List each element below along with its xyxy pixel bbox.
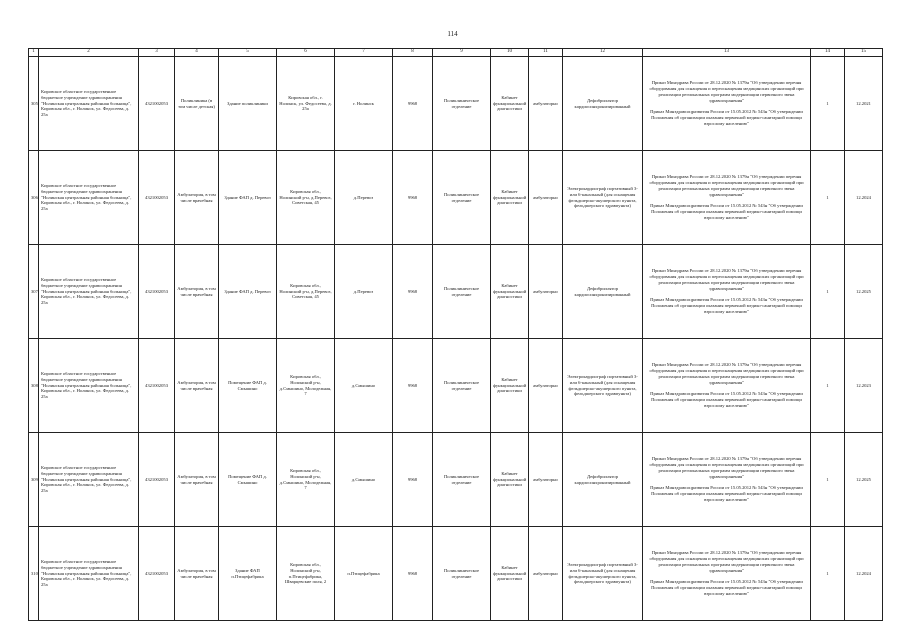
department-cell: Поликлиническое отделение [433, 433, 491, 527]
order-543n-text: Приказ Минздравсоцразвития России от 15.05.2012 № 543н "Об утверждении Положения об организации оказания первичной медико-санитарной помощи взрослому населению" [650, 391, 803, 408]
column-number: 9 [433, 49, 491, 57]
quantity-cell: 1 [811, 527, 845, 621]
department-cell: Поликлиническое отделение [433, 151, 491, 245]
order-543n-text: Приказ Минздравсоцразвития России от 15.05.2012 № 543н "Об утверждении Положения об организации оказания первичной медико-санитарной помощи взрослому населению" [650, 579, 803, 596]
column-number: 10 [491, 49, 529, 57]
column-number: 5 [219, 49, 277, 57]
quantity-cell: 1 [811, 339, 845, 433]
department-cell: Поликлиническое отделение [433, 339, 491, 433]
inn-cell: 4321002053 [139, 339, 175, 433]
date-cell: 12.2025 [845, 433, 883, 527]
date-cell: 12.2021 [845, 57, 883, 151]
building-cell: Здание поликлиники [219, 57, 277, 151]
date-cell: 12.2024 [845, 527, 883, 621]
order-1379n-text: Приказ Минздрава России от 28.12.2020 № 1379н "Об утверждении перечня оборудования для оснащения и переоснащения медицинских организаций при реализации региональных программ модернизации первичного звена здравоохранения" [649, 80, 804, 103]
locality-cell: д.Перевоз [335, 245, 393, 339]
order-cell [643, 433, 811, 527]
quantity-cell: 1 [811, 433, 845, 527]
code-cell: 9968 [393, 527, 433, 621]
order-cell [643, 527, 811, 621]
column-number: 7 [335, 49, 393, 57]
organization-cell: Кировское областное государственное бюджетное учреждение здравоохранения "Нолинская центральная районная больница", Кировская обл., г. Нолинск, ул. Федосеева, д. 25а [39, 433, 139, 527]
equipment-cell: Дефибриллятор кардиосинхронизированный [563, 245, 643, 339]
address-cell: Кировская обл., г. Нолинск, ул. Федосеева, д. 25а [277, 57, 335, 151]
cabinet-cell: Кабинет функциональной диагностики [491, 339, 529, 433]
order-1379n-text: Приказ Минздрава России от 28.12.2020 № 1379н "Об утверждении перечня оборудования для оснащения и переоснащения медицинских организаций при реализации региональных программ модернизации первичного звена здравоохранения" [649, 550, 804, 573]
inn-cell: 4321002053 [139, 245, 175, 339]
cabinet-cell: Кабинет функциональной диагностики [491, 245, 529, 339]
column-number: 2 [39, 49, 139, 57]
row-number: 308 [29, 339, 39, 433]
date-cell: 12.2023 [845, 339, 883, 433]
quantity-cell: 1 [811, 57, 845, 151]
department-cell: Поликлиническое отделение [433, 245, 491, 339]
cabinet-cell: Кабинет функциональной диагностики [491, 57, 529, 151]
subdivision-cell: Амбулатория, в том числе врачебная [175, 245, 219, 339]
locality-cell: п.Птицефабрика [335, 527, 393, 621]
order-cell [643, 57, 811, 151]
date-cell: 12.2025 [845, 245, 883, 339]
cabinet-cell: Кабинет функциональной диагностики [491, 527, 529, 621]
organization-cell: Кировское областное государственное бюджетное учреждение здравоохранения "Нолинская центральная районная больница", Кировская обл., г. Нолинск, ул. Федосеева, д. 25а [39, 339, 139, 433]
cabinet-cell: Кабинет функциональной диагностики [491, 433, 529, 527]
row-number: 309 [29, 433, 39, 527]
order-1379n-text: Приказ Минздрава России от 28.12.2020 № 1379н "Об утверждении перечня оборудования для оснащения и переоснащения медицинских организаций при реализации региональных программ модернизации первичного звена здравоохранения" [649, 174, 804, 197]
conditions-cell: амбулаторно [529, 57, 563, 151]
code-cell: 9968 [393, 339, 433, 433]
order-543n-text: Приказ Минздравсоцразвития России от 15.05.2012 № 543н "Об утверждении Положения об организации оказания первичной медико-санитарной помощи взрослому населению" [650, 203, 803, 220]
building-cell: Здание ФАП д. Перевоз [219, 151, 277, 245]
address-cell: Кировская обл., Нолинский р-н, п.Птицефабрика, Шварцевские поля, 2 [277, 527, 335, 621]
order-543n-text: Приказ Минздравсоцразвития России от 15.05.2012 № 543н "Об утверждении Положения об организации оказания первичной медико-санитарной помощи взрослому населению" [650, 297, 803, 314]
column-number: 6 [277, 49, 335, 57]
address-cell: Кировская обл., Нолинский р-н, д.Перевоз, Советская, 45 [277, 151, 335, 245]
building-cell: Здание ФАП п.Птицефабрика [219, 527, 277, 621]
subdivision-cell: Амбулатория, в том числе врачебная [175, 527, 219, 621]
column-number: 11 [529, 49, 563, 57]
order-543n-text: Приказ Минздравсоцразвития России от 15.05.2012 № 543н "Об утверждении Положения об организации оказания первичной медико-санитарной помощи взрослому населению" [650, 485, 803, 502]
date-cell: 12.2024 [845, 151, 883, 245]
equipment-cell: Дефибриллятор кардиосинхронизированный [563, 57, 643, 151]
inn-cell: 4321002053 [139, 433, 175, 527]
code-cell: 9968 [393, 57, 433, 151]
conditions-cell: амбулаторно [529, 151, 563, 245]
subdivision-cell: Поликлиника (в том числе детская) [175, 57, 219, 151]
locality-cell: г. Нолинск [335, 57, 393, 151]
order-cell [643, 151, 811, 245]
order-1379n-text: Приказ Минздрава России от 28.12.2020 № 1379н "Об утверждении перечня оборудования для оснащения и переоснащения медицинских организаций при реализации региональных программ модернизации первичного звена здравоохранения" [649, 456, 804, 479]
equipment-cell: Электрокардиограф портативный 3- или 6-канальный (для оснащения фельдшерско-акушерского пункта, фельдшерского здравпункта) [563, 527, 643, 621]
code-cell: 9968 [393, 245, 433, 339]
department-cell: Поликлиническое отделение [433, 57, 491, 151]
address-cell: Кировская обл., Нолинский р-н, д.Перевоз, Советская, 45 [277, 245, 335, 339]
organization-cell: Кировское областное государственное бюджетное учреждение здравоохранения "Нолинская центральная районная больница", Кировская обл., г. Нолинск, ул. Федосеева, д. 25а [39, 245, 139, 339]
column-number: 15 [845, 49, 883, 57]
code-cell: 9968 [393, 433, 433, 527]
equipment-cell: Электрокардиограф портативный 3- или 6-канальный (для оснащения фельдшерско-акушерского пункта, фельдшерского здравпункта) [563, 151, 643, 245]
column-number: 4 [175, 49, 219, 57]
row-number: 310 [29, 527, 39, 621]
address-cell: Кировская обл., Нолинский р-н, д.Смышино, Молодежная, 7 [277, 339, 335, 433]
column-number: 8 [393, 49, 433, 57]
table-row [29, 151, 883, 245]
locality-cell: д.Смышино [335, 339, 393, 433]
equipment-register-table [28, 48, 883, 621]
locality-cell: д.Перевоз [335, 151, 393, 245]
column-number: 12 [563, 49, 643, 57]
code-cell: 9968 [393, 151, 433, 245]
building-cell: Помещение ФАП д. Смышино [219, 433, 277, 527]
inn-cell: 4321002053 [139, 151, 175, 245]
order-543n-text: Приказ Минздравсоцразвития России от 15.05.2012 № 543н "Об утверждении Положения об организации оказания первичной медико-санитарной помощи взрослому населению" [650, 109, 803, 126]
conditions-cell: амбулаторно [529, 433, 563, 527]
building-cell: Здание ФАП д. Перевоз [219, 245, 277, 339]
row-number: 306 [29, 151, 39, 245]
column-number: 13 [643, 49, 811, 57]
table-row [29, 527, 883, 621]
subdivision-cell: Амбулатория, в том числе врачебная [175, 433, 219, 527]
order-cell [643, 339, 811, 433]
inn-cell: 4321002053 [139, 57, 175, 151]
row-number: 305 [29, 57, 39, 151]
order-1379n-text: Приказ Минздрава России от 28.12.2020 № 1379н "Об утверждении перечня оборудования для оснащения и переоснащения медицинских организаций при реализации региональных программ модернизации первичного звена здравоохранения" [649, 362, 804, 385]
department-cell: Поликлиническое отделение [433, 527, 491, 621]
column-number: 3 [139, 49, 175, 57]
table-row [29, 339, 883, 433]
conditions-cell: амбулаторно [529, 339, 563, 433]
order-1379n-text: Приказ Минздрава России от 28.12.2020 № 1379н "Об утверждении перечня оборудования для оснащения и переоснащения медицинских организаций при реализации региональных программ модернизации первичного звена здравоохранения" [649, 268, 804, 291]
conditions-cell: амбулаторно [529, 245, 563, 339]
organization-cell: Кировское областное государственное бюджетное учреждение здравоохранения "Нолинская центральная районная больница", Кировская обл., г. Нолинск, ул. Федосеева, д. 25а [39, 527, 139, 621]
cabinet-cell: Кабинет функциональной диагностики [491, 151, 529, 245]
quantity-cell: 1 [811, 151, 845, 245]
equipment-cell: Электрокардиограф портативный 3- или 6-канальный (для оснащения фельдшерско-акушерского пункта, фельдшерского здравпункта) [563, 339, 643, 433]
table-row [29, 433, 883, 527]
locality-cell: д.Смышино [335, 433, 393, 527]
building-cell: Помещение ФАП д. Смышино [219, 339, 277, 433]
subdivision-cell: Амбулатория, в том числе врачебная [175, 151, 219, 245]
organization-cell: Кировское областное государственное бюджетное учреждение здравоохранения "Нолинская центральная районная больница", Кировская обл., г. Нолинск, ул. Федосеева, д. 25а [39, 151, 139, 245]
address-cell: Кировская обл., Нолинский р-н, д.Смышино, Молодежная, 7 [277, 433, 335, 527]
table-row [29, 57, 883, 151]
row-number: 307 [29, 245, 39, 339]
conditions-cell: амбулаторно [529, 527, 563, 621]
inn-cell: 4321002053 [139, 527, 175, 621]
equipment-cell: Дефибриллятор кардиосинхронизированный [563, 433, 643, 527]
page-number: 114 [447, 30, 458, 38]
quantity-cell: 1 [811, 245, 845, 339]
table-row [29, 245, 883, 339]
order-cell [643, 245, 811, 339]
column-number: 1 [29, 49, 39, 57]
column-number-row [29, 49, 883, 57]
organization-cell: Кировское областное государственное бюджетное учреждение здравоохранения "Нолинская центральная районная больница", Кировская обл., г. Нолинск, ул. Федосеева, д. 25а [39, 57, 139, 151]
subdivision-cell: Амбулатория, в том числе врачебная [175, 339, 219, 433]
column-number: 14 [811, 49, 845, 57]
